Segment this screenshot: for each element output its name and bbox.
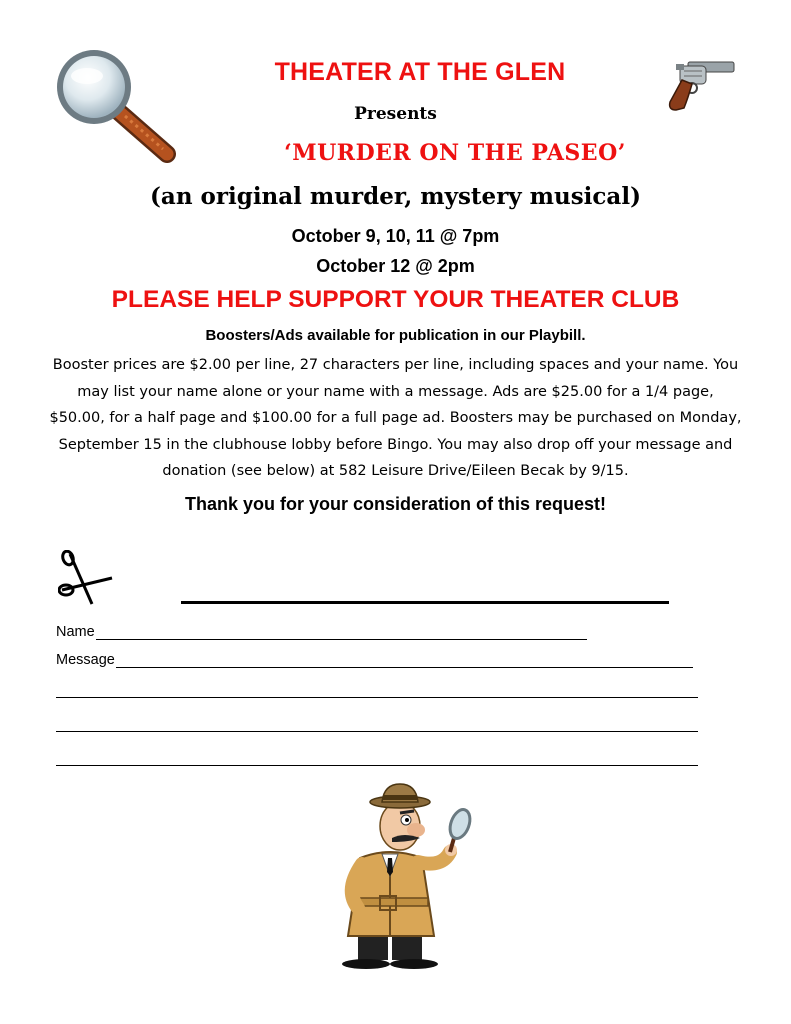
boosters-subheading: Boosters/Ads available for publication in our Playbill. xyxy=(205,327,586,344)
thank-you-text: Thank you for your consideration of this request! xyxy=(184,494,607,514)
performance-date-matinee: October 12 @ 2pm xyxy=(316,256,475,276)
message-row xyxy=(56,652,693,668)
scissors-icon xyxy=(58,550,116,613)
message-label: Message xyxy=(56,652,115,668)
name-row xyxy=(56,624,587,640)
message-line[interactable] xyxy=(56,731,698,732)
message-line[interactable] xyxy=(56,765,698,766)
performance-dates-evening: October 9, 10, 11 @ 7pm xyxy=(291,226,500,246)
show-subtitle: (an original murder, mystery musical) xyxy=(150,183,641,210)
name-field[interactable] xyxy=(96,625,587,640)
presents-text: Presents xyxy=(354,104,437,124)
booster-details-paragraph: Booster prices are $2.00 per line, 27 characters per line, including spaces and your name. You may list your name alone or your name with a message. Ads are $25.00 for a 1/4 page, $50.00, for a half page and $100.00 for a full page ad. Boosters may be purchased on Monday, September 15 in the clubhouse lobby before Bingo. You may also drop off your message and donation (see below) at 582 Leisure Drive/Eileen Becak by 9/15. xyxy=(49,357,742,479)
message-field[interactable] xyxy=(116,653,693,668)
detective-icon xyxy=(330,780,475,975)
message-line[interactable] xyxy=(56,697,698,698)
page-title: THEATER AT THE GLEN xyxy=(274,58,566,86)
cut-line xyxy=(181,601,669,604)
name-label: Name xyxy=(56,624,95,640)
support-headline: PLEASE HELP SUPPORT YOUR THEATER CLUB xyxy=(111,286,680,313)
show-title: ‘MURDER ON THE PASEO’ xyxy=(284,140,626,166)
